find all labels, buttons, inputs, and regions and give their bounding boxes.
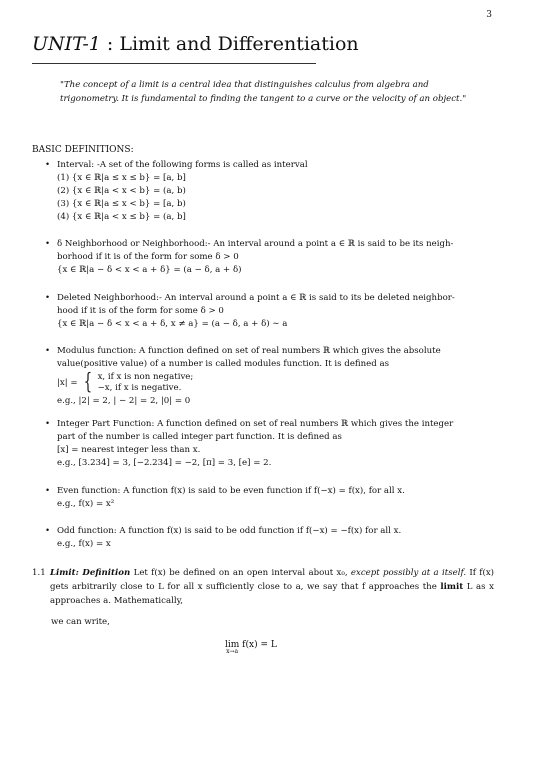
neighborhood-line: borhood if it is of the form for some δ > 0	[57, 252, 239, 262]
modulus-line: Modulus function: A function defined on set of real numbers ℝ which gives the absolute	[57, 346, 441, 356]
integer-example: e.g., [3.234] = 3, [−2.234] = −2, [π] = 3, [e] = 2.	[57, 458, 272, 468]
deleted-neighborhood-definition	[45, 292, 497, 331]
page-number: 3	[486, 10, 492, 20]
bullet-icon: •	[45, 486, 51, 496]
modulus-line: value(positive value) of a number is called modules function. It is defined as	[57, 359, 390, 369]
even-function-definition	[45, 485, 497, 511]
modulus-definition	[45, 345, 497, 408]
intro-quote: "The concept of a limit is a central idea that distinguishes calculus from algebra and trigonometry. It is fundamental to finding the tangent to a curve or the velocity of an object."	[60, 80, 467, 104]
can-write-text: we can write,	[51, 617, 110, 627]
bullet-icon: •	[45, 239, 51, 249]
unit-label: UNIT-1	[32, 33, 101, 55]
lim-operator: lim	[225, 640, 240, 650]
neighborhood-definition	[45, 238, 497, 277]
limit-equation	[225, 640, 277, 655]
interval-form: (3) {x ∈ ℝ|a ≤ x < b} = [a, b)	[57, 199, 186, 209]
limit-definition-section	[32, 566, 494, 608]
section-number: 1.1	[32, 568, 46, 578]
modulus-example: e.g., |2| = 2, | − 2| = 2, |0| = 0	[57, 396, 191, 406]
integer-line: Integer Part Function: A function defined on set of real numbers ℝ which gives the integer	[57, 419, 454, 429]
odd-line: Odd function: A function f(x) is said to be odd function if f(−x) = −f(x) for all x.	[57, 526, 402, 536]
limit-rhs: f(x) = L	[242, 640, 277, 650]
deleted-line: Deleted Neighborhood:- An interval around a point a ∈ ℝ is said to its be deleted neighbor-	[57, 293, 455, 303]
integer-part-definition	[45, 418, 497, 470]
bullet-icon: •	[45, 346, 51, 356]
bullet-icon: •	[45, 526, 51, 536]
page-title	[32, 33, 359, 55]
integer-line: part of the number is called integer part function. It is defined as	[57, 432, 342, 442]
section-text: If f(x) gets arbitrarily close to L for all x sufficiently close to a, we say that f approaches the	[50, 568, 495, 592]
interval-intro: Interval: -A set of the following forms is called as interval	[57, 160, 308, 170]
interval-form: (1) {x ∈ ℝ|a ≤ x ≤ b} = [a, b]	[57, 173, 186, 183]
odd-function-definition	[45, 525, 497, 551]
interval-form: (2) {x ∈ ℝ|a < x < b} = (a, b)	[57, 186, 186, 196]
title-text: Limit and Differentiation	[119, 33, 359, 55]
deleted-formula: {x ∈ ℝ|a − δ < x < a + δ, x ≠ a} = (a − δ, a + δ) ∼ a	[57, 319, 288, 329]
left-brace-icon: {	[83, 370, 92, 395]
integer-line: [x] = nearest integer less than x.	[57, 445, 201, 455]
section-text: Let f(x) be defined on an open interval about x₀,	[133, 568, 348, 578]
neighborhood-formula: {x ∈ ℝ|a − δ < x < a + δ} = (a − δ, a + δ)	[57, 265, 242, 275]
interval-definition	[45, 159, 497, 224]
bullet-icon: •	[45, 419, 51, 429]
bullet-icon: •	[45, 160, 51, 170]
modulus-cases	[57, 372, 497, 394]
neighborhood-line: δ Neighborhood or Neighborhood:- An interval around a point a ∈ ℝ is said to be its neigh-	[57, 239, 454, 249]
even-example: e.g., f(x) = x²	[57, 499, 115, 509]
odd-example: e.g., f(x) = x	[57, 539, 111, 549]
section-text: L as x approaches a. Mathematically,	[50, 582, 494, 606]
lim-subscript: x→a	[226, 648, 239, 655]
title-rule	[32, 63, 316, 64]
title-separator: :	[100, 33, 120, 55]
modulus-case: x, if x is non negative;	[97, 372, 194, 382]
bullet-icon: •	[45, 293, 51, 303]
interval-form: (4) {x ∈ ℝ|a < x ≤ b} = (a, b]	[57, 212, 186, 222]
limit-keyword: limit	[440, 582, 464, 592]
modulus-lhs: |x| =	[57, 377, 78, 388]
section-heading: Limit: Definition	[50, 568, 131, 578]
section-text-italic: except possibly at a itself.	[350, 568, 467, 578]
deleted-line: hood if it is of the form for some δ > 0	[57, 306, 224, 316]
basic-definitions-heading: BASIC DEFINITIONS:	[32, 145, 134, 155]
even-line: Even function: A function f(x) is said to be even function if f(−x) = f(x), for all x.	[57, 486, 405, 496]
modulus-case: −x, if x is negative.	[97, 383, 182, 393]
